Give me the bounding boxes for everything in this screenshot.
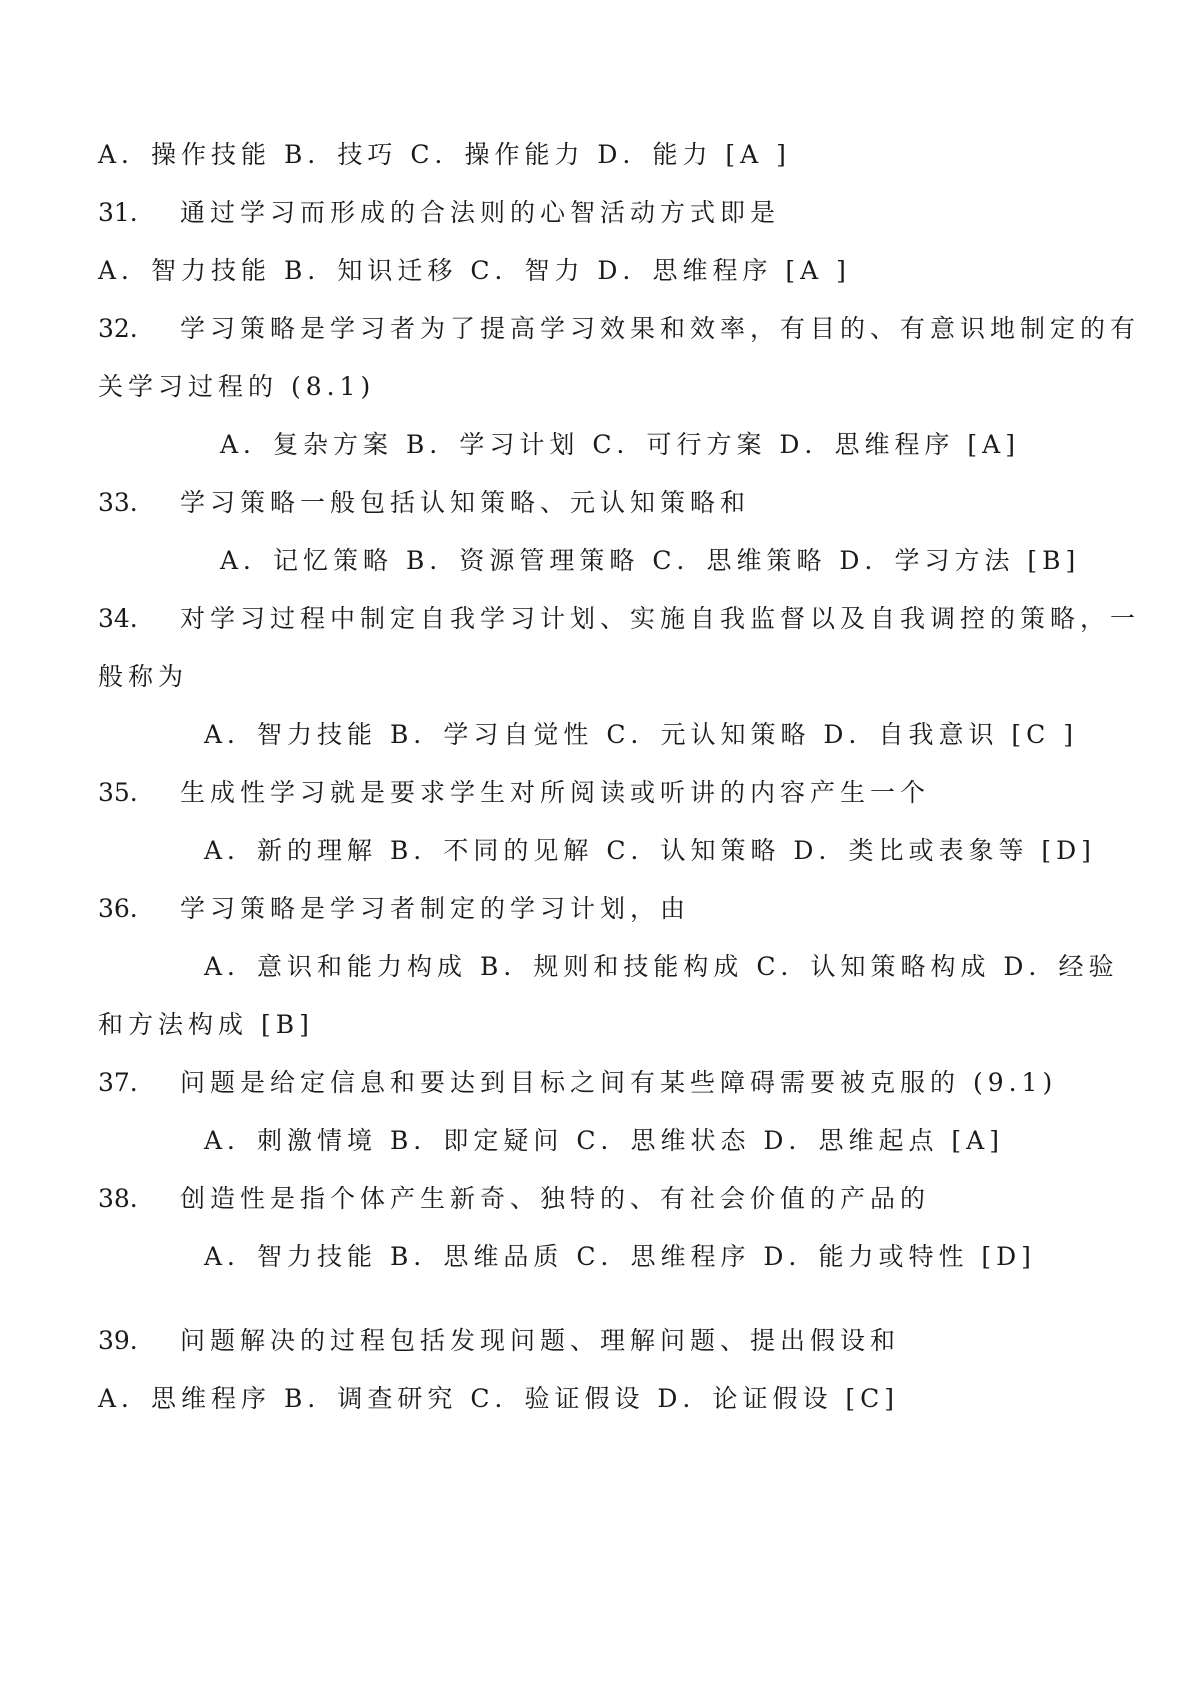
question-38 (98, 1182, 930, 1216)
question-text: 对学习过程中制定自我学习计划、实施自我监督以及自我调控的策略，一 (180, 604, 1141, 633)
question-39 (98, 1324, 900, 1358)
options-q36-continuation: 和方法构成 [B] (98, 1010, 314, 1039)
options-q34: A．智力技能 B．学习自觉性 C．元认知策略 D．自我意识 [C ] (204, 720, 1078, 749)
options-q36: A．意识和能力构成 B．规则和技能构成 C．认知策略构成 D．经验 (204, 952, 1119, 981)
options-q39: A．思维程序 B．调查研究 C．验证假设 D．论证假设 [C] (98, 1384, 900, 1413)
question-number: 33. (98, 488, 138, 517)
question-number: 37. (98, 1068, 138, 1097)
question-32 (98, 312, 1140, 346)
question-35 (98, 776, 930, 810)
question-number: 35. (98, 778, 138, 807)
question-text: 学习策略一般包括认知策略、元认知策略和 (180, 488, 751, 517)
options-q38: A．智力技能 B．思维品质 C．思维程序 D．能力或特性 [D] (204, 1242, 1036, 1271)
question-34 (98, 602, 1140, 636)
question-number: 36. (98, 894, 138, 923)
question-31 (98, 196, 780, 230)
options-q37: A．刺激情境 B．即定疑问 C．思维状态 D．思维起点 [A] (204, 1126, 1004, 1155)
options-q30: A．操作技能 B．技巧 C．操作能力 D．能力 [A ] (98, 140, 791, 169)
question-text: 学习策略是学习者为了提高学习效果和效率，有目的、有意识地制定的有 (180, 314, 1141, 343)
question-33 (98, 486, 750, 520)
question-number: 39. (98, 1326, 138, 1355)
question-text: 创造性是指个体产生新奇、独特的、有社会价值的产品的 (180, 1184, 931, 1213)
options-q33: A．记忆策略 B．资源管理策略 C．思维策略 D．学习方法 [B] (220, 546, 1081, 575)
question-text: 生成性学习就是要求学生对所阅读或听讲的内容产生一个 (180, 778, 931, 807)
question-number: 32. (98, 314, 138, 343)
question-number: 38. (98, 1184, 138, 1213)
question-36 (98, 892, 690, 926)
options-q32: A．复杂方案 B．学习计划 C．可行方案 D．思维程序 [A] (220, 430, 1020, 459)
question-number: 34. (98, 604, 138, 633)
question-text: 学习策略是学习者制定的学习计划，由 (180, 894, 691, 923)
question-34-continuation: 般称为 (98, 662, 189, 691)
question-37 (98, 1066, 1057, 1100)
question-text: 问题是给定信息和要达到目标之间有某些障碍需要被克服的 (9.1) (180, 1068, 1058, 1097)
options-q35: A．新的理解 B．不同的见解 C．认知策略 D．类比或表象等 [D] (204, 836, 1096, 865)
question-text: 问题解决的过程包括发现问题、理解问题、提出假设和 (180, 1326, 901, 1355)
question-number: 31. (98, 198, 138, 227)
question-text: 通过学习而形成的合法则的心智活动方式即是 (180, 198, 781, 227)
options-q31: A．智力技能 B．知识迁移 C．智力 D．思维程序 [A ] (98, 256, 851, 285)
question-32-continuation: 关学习过程的 (8.1) (98, 372, 376, 401)
